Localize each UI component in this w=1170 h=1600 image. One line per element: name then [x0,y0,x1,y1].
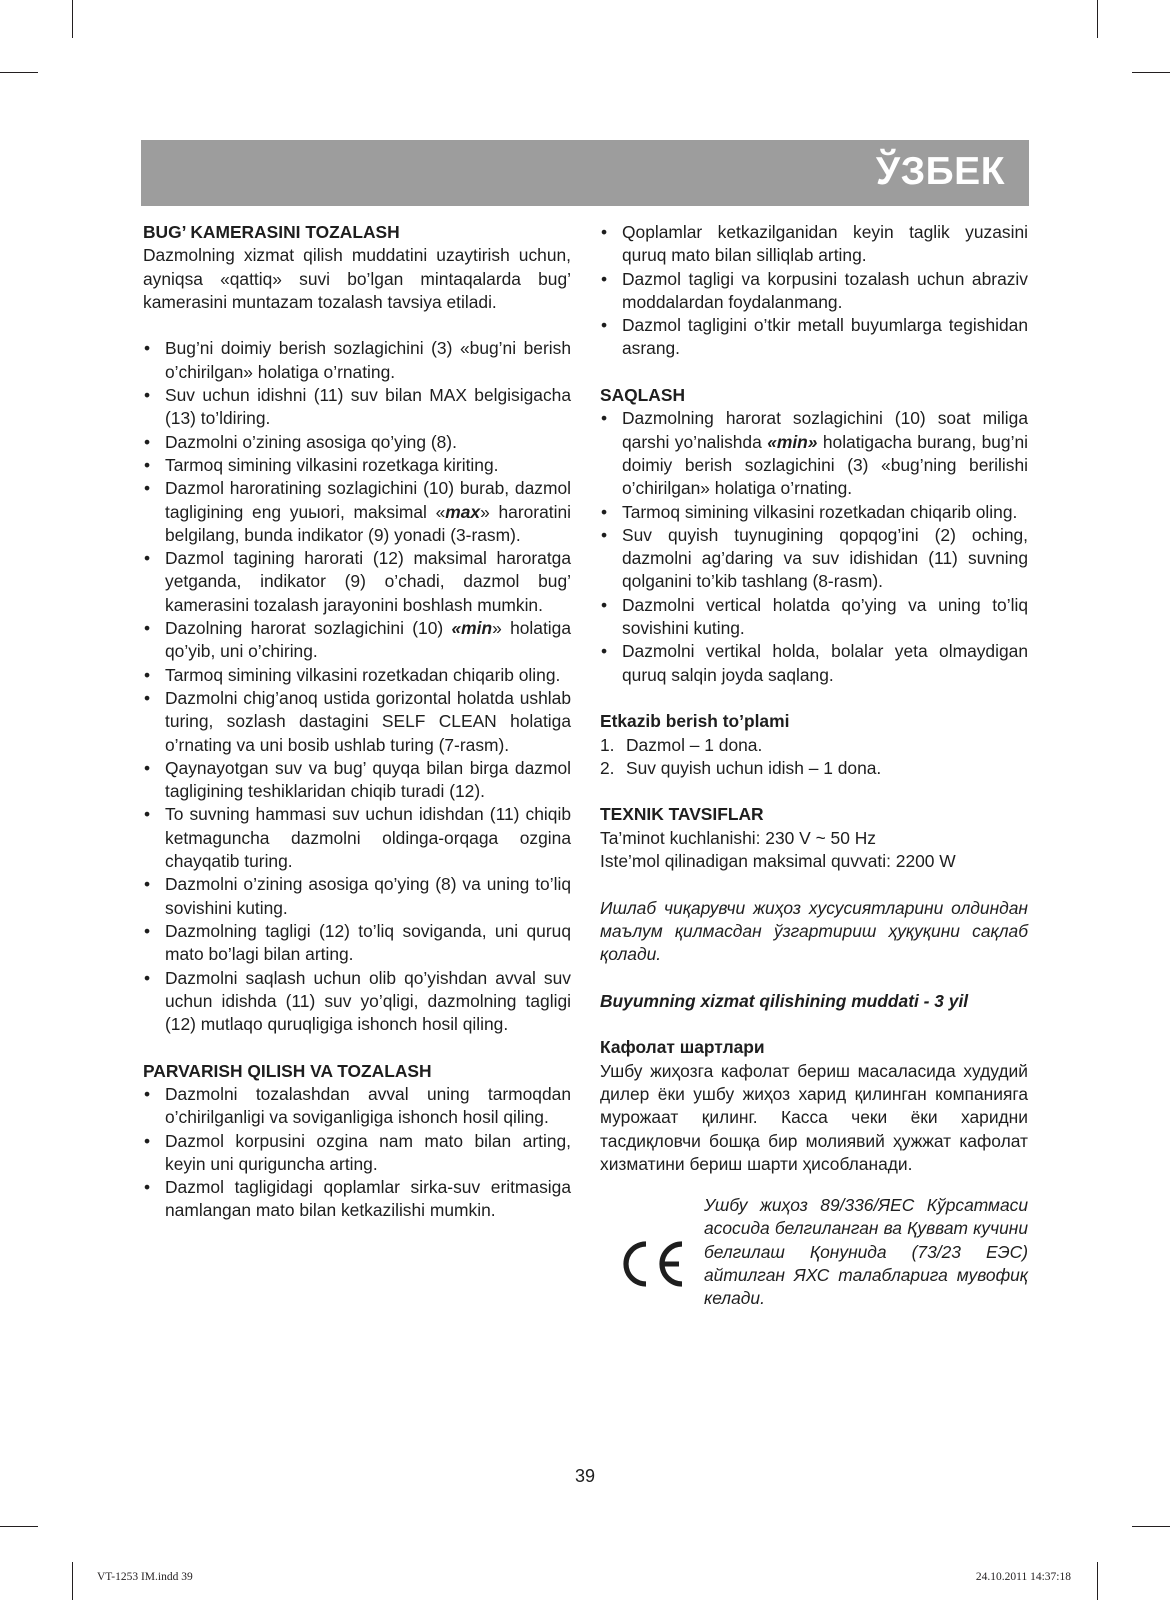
list-item [600,734,1028,757]
list-item [143,617,571,664]
manufacturer-note: Ишлаб чиқарувчи жиҳоз хусусиятларини олдиндан маълум қилмасдан ўзгартириш ҳуқуқини сақлаб қолади. [600,897,1028,965]
spacer [600,687,1028,710]
text-run: » haroratini belgilang, bunda indikator (9) yonadi (3-rasm). [165,501,571,545]
list-item: • Dazmolni o’zining asosiga qo’ying (8) va uning to’liq sovishini kuting. [143,873,571,920]
footer-file: VT-1253 IM.indd 39 [97,1571,193,1583]
footer-timestamp: 24.10.2011 14:37:18 [975,1571,1071,1583]
list-item: • Bug’ni doimiy berish sozlagichini (3) «bug’ni berish o’chirilgan» holatiga o’rnating. [143,337,571,384]
list-item: • To suvning hammasi suv uchun idishdan (11) chiqib ketmagunchа dazmolni oldinga-orqaga ozgina chayqatib turing. [143,803,571,873]
list-item: • Dazmolni tozalashdan avval uning tarmoqdan o’chirilganligi va soviganligiga ishonch hosil qiling. [143,1083,571,1130]
section-heading: TEXNIK TAVSIFLAR [600,804,764,825]
spacer [600,1013,1028,1036]
spec-line: Ta’minot kuchlanishi: 230 V ~ 50 Hz [600,827,876,848]
text-run: Dazmol haroratining sozlagichini (10) burab, dazmol tagligining eng yuыori, maksimal « [165,478,571,522]
bullet-list [143,1083,571,1223]
section-heading: SAQLASH [600,385,686,406]
spacer [143,314,571,337]
spacer [600,780,1028,803]
bullet-list [143,337,571,1036]
list-item: • Dazmol tagligidagi qoplamlar sirka-suv eritmasiga namlangan mato bilan ketkazilishi mumkin. [143,1176,571,1223]
crop-mark [1132,1526,1170,1527]
list-item [600,407,1028,500]
bullet-list [600,221,1028,361]
spacer [600,967,1028,990]
ce-block [600,1194,1028,1314]
list-item: • Dazmolning tagligi (12) to’liq soviganda, uni quruq mato bo’lagi bilan arting. [143,920,571,967]
text-run-emphasis: max [445,501,481,522]
section-heading: BUG’ KAMERASINI TOZALASH [143,222,400,242]
list-item: • Dazmolni chig’anoq ustida gorizontal holatda ushlab turing, sozlash dastagini SELF CLEAN holatiga o’rnating va uni bosib ushlab turing (7-rasm). [143,687,571,757]
spacer [600,873,1028,896]
list-item: • Dazmol tagligi va korpusini tozalash uchun abraziv moddalardan foydalanmang. [600,268,1028,315]
spacer [600,1176,1028,1188]
ce-mark-icon [622,1240,690,1288]
list-text: Dazmol – 1 dona. [626,734,763,755]
list-item: • Suv quyish tuynugining qopqog’ini (2) oching, dazmolni ag’daring va suv idishidan (11) suvning qolganini to’kib tashlang (8-rasm). [600,524,1028,594]
service-life: Buyumning xizmat qilishining muddati - 3 yil [600,990,969,1011]
list-item: • Suv uchun idishni (11) suv bilan MAX belgisigacha (13) to’ldiring. [143,384,571,431]
list-number: 2. [600,757,615,778]
list-item [143,477,571,547]
warranty-text: Ушбу жиҳозга кафолат бериш масаласида худудий дилер ёки ушбу жиҳоз харид қилинган компанияга мурожаат қилинг. Касса чеки ёки харидни тасдиқловчи бошқа бир молиявий ҳужжат кафолат хизматини бериш шарти ҳисобланади. [600,1060,1028,1174]
section-heading: Кафолат шартлари [600,1037,765,1058]
banner-title: ЎЗБЕК [875,150,1005,193]
section-heading: Etkazib berish to’plami [600,711,790,732]
list-item: • Dazmolni saqlash uchun olib qo’yishdan avval suv uchun idishda (11) suv yo’qligi, dazmolning tagligi (12) mutlaqo quruqligiga ishonch hosil qiling. [143,967,571,1037]
section-heading: PARVARISH QILISH VA TOZALASH [143,1060,432,1081]
list-item: • Dazmol tagligini o’tkir metall buyumlarga tegishidan asrang. [600,314,1028,361]
text-run: holatigacha burang, bug’ni doimiy berish sozlagichini (3) «bug’ning berilishi o’chirilgan» holatiga o’rnating. [622,431,1028,499]
list-item [600,757,1028,780]
list-item: • Tarmoq simining vilkasini rozetkadan chiqarib oling. [143,664,571,687]
list-number: 1. [600,734,615,755]
crop-mark [1097,0,1098,38]
text-run-emphasis: «min» [767,431,818,452]
text-run: » holatiga qo’yib, uni o’chiring. [165,618,571,662]
crop-mark [72,0,73,38]
list-item: • Dazmol korpusini ozgina nam mato bilan arting, keyin uni qurigunchа arting. [143,1130,571,1177]
crop-mark [0,1526,38,1527]
text-run: Dazmolning harorat sozlagichini (10) soat miliga qarshi yo’nalishda [622,408,1028,452]
list-item: • Dazmol tagining harorati (12) maksimal haroratga yetganda, indikator (9) o’chadi, dazmol bug’ kamerasini tozalash jarayonini boshlash mumkin. [143,547,571,617]
right-column [600,221,1028,1314]
list-text: Suv quyish uchun idish – 1 dona. [626,757,882,778]
language-banner [141,140,1029,206]
list-item: • Dazmolni vertikal holda, bolalar yeta olmaydigan quruq salqin joyda saqlang. [600,640,1028,687]
crop-mark [72,1562,73,1600]
left-column [143,221,571,1223]
page-number: 39 [574,1466,596,1486]
text-run: Dazolning harorat sozlagichini (10) [165,618,452,639]
list-item: • Tarmoq simining vilkasini rozetkadan chiqarib oling. [600,501,1028,524]
list-item: • Tarmoq simining vilkasini rozetkaga kiriting. [143,454,571,477]
spacer [143,1036,571,1059]
bullet-list [600,407,1028,687]
numbered-list [600,734,1028,781]
paragraph: Dazmolning xizmat qilish muddatini uzaytirish uchun, ayniqsa «qattiq» suvi bo’lgan mintaqalarda bug’ kamerasini muntazam tozalash tavsiya etiladi. [143,245,571,312]
text-run-emphasis: «min [451,618,493,639]
ce-text: Ушбу жиҳоз 89/336/ЯЕС Кўрсатмаси асосида белгиланган ва Қувват кучини белгилаш Қонунида (73/23 ЕЭС) айтилган ЯХС талабларига мувофиқ келади. [704,1195,1028,1309]
list-item: • Qoplamlar ketkazilganidan keyin taglik yuzasini quruq mato bilan silliqlab arting. [600,221,1028,268]
list-item: • Dazmolni o’zining asosiga qo’ying (8). [143,431,571,454]
crop-mark [0,72,38,73]
crop-mark [1132,72,1170,73]
spec-line: Iste’mol qilinadigan maksimal quvvati: 2200 W [600,851,956,872]
crop-mark [1097,1562,1098,1600]
spacer [600,361,1028,384]
list-item: • Qaynayotgan suv va bug’ quyqa bilan birga dazmol tagligining teshiklaridan chiqib turadi (12). [143,757,571,804]
list-item: • Dazmolni vertical holatda qo’ying va uning to’liq sovishini kuting. [600,594,1028,641]
